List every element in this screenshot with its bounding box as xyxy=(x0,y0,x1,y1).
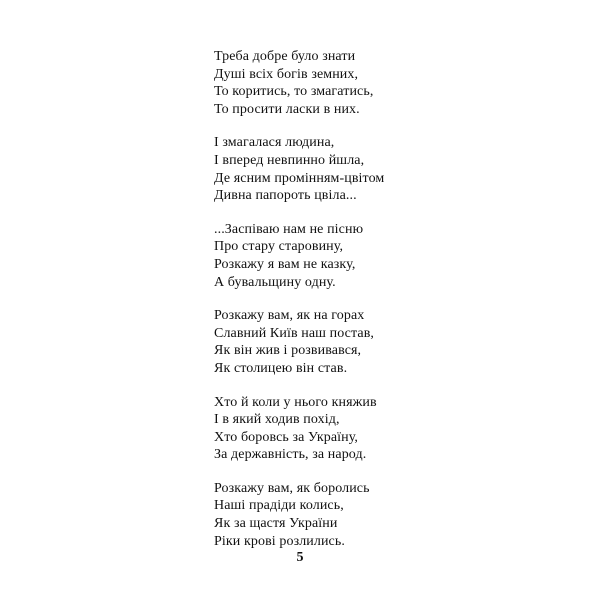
poem-line: Хто й коли у нього княжив xyxy=(214,394,377,410)
poem-line: Розкажу вам, як на горах xyxy=(214,308,365,324)
poem-line: Про стару старовину, xyxy=(214,239,344,255)
poem-line: За державність, за народ. xyxy=(214,447,367,463)
stanza-2 xyxy=(214,134,474,204)
poem-line: Славний Київ наш постав, xyxy=(214,325,375,341)
stanza-3 xyxy=(214,221,474,291)
poem-line: Як він жив і розвивався, xyxy=(214,343,362,359)
stanza-1 xyxy=(214,48,474,118)
poem-line: І змагалася людина, xyxy=(214,135,335,151)
poem-line: Дивна папороть цвіла... xyxy=(214,188,357,204)
poem-line: І в який ходив похід, xyxy=(214,412,340,428)
stanza-6 xyxy=(214,480,474,550)
poem-line: Ріки крові розлились. xyxy=(214,533,345,549)
stanza-5 xyxy=(214,394,474,464)
poem-line: Як столицею він став. xyxy=(214,360,348,376)
poem-line: Душі всіх богів земних, xyxy=(214,66,359,82)
poem-line: ...Заспіваю нам не пісню xyxy=(214,221,364,237)
poem xyxy=(214,48,474,566)
poem-line: Розкажу я вам не казку, xyxy=(214,256,356,272)
page-number: 5 xyxy=(296,550,304,565)
poem-line: То просити ласки в них. xyxy=(214,101,360,117)
poem-line: Розкажу вам, як боролись xyxy=(214,480,370,496)
poem-line: І вперед невпинно йшла, xyxy=(214,152,365,168)
poem-line: То коритись, то змагатись, xyxy=(214,84,374,100)
poem-line: А бувальщину одну. xyxy=(214,274,336,290)
poem-line: Наші прадіди колись, xyxy=(214,498,344,514)
poem-line: Де ясним промінням-цвітом xyxy=(214,170,385,186)
stanza-4 xyxy=(214,307,474,377)
poem-line: Хто боровсь за Україну, xyxy=(214,429,359,445)
poem-line: Як за щастя України xyxy=(214,516,338,532)
poem-line: Треба добре було знати xyxy=(214,49,356,64)
